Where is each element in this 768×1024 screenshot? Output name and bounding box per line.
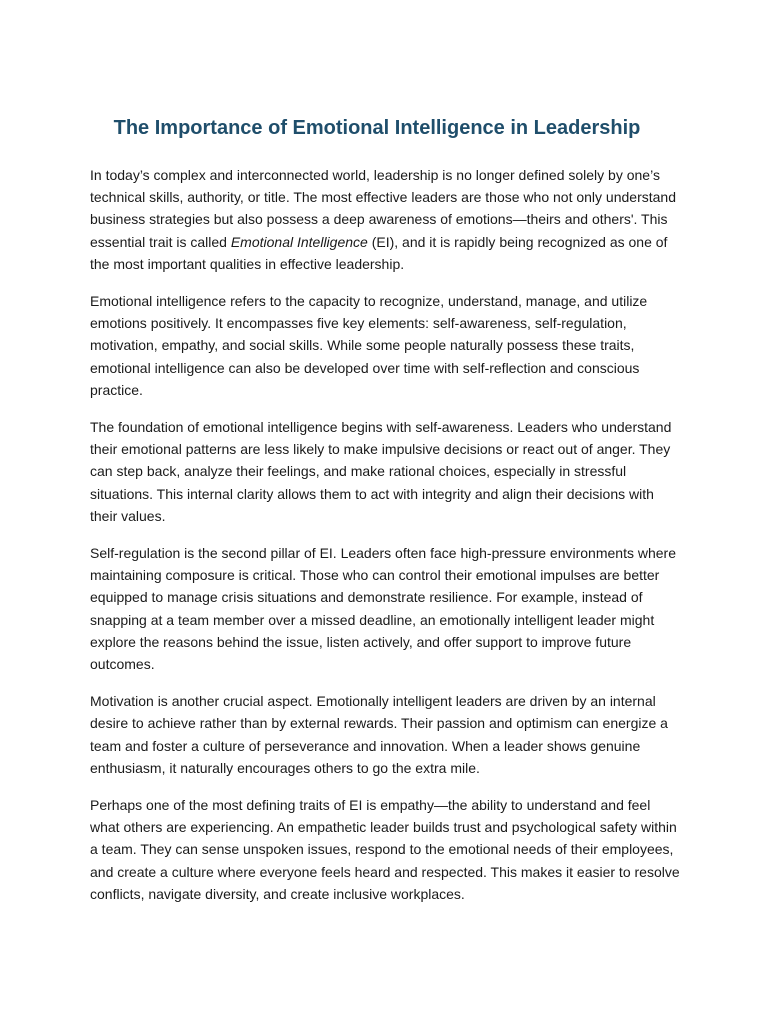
paragraph-intro-emphasis: Emotional Intelligence	[230, 233, 368, 250]
paragraph-self-awareness: The foundation of emotional intelligence begins with self-awareness. Leaders who understand their emotional patterns are less likely to make impulsive decisions or react out of anger. They can step back, analyze their feelings, and make rational choices, especially in stressful situations. This internal clarity allows them to act with integrity and align their decisions with their values.	[90, 419, 672, 524]
paragraph-definition: Emotional intelligence refers to the capacity to recognize, understand, manage, and utilize emotions positively. It encompasses five key elements: self-awareness, self-regulation, motivation, empathy, and social skills. While some people naturally possess these traits, emotional intelligence can also be developed over time with self-reflection and conscious practice.	[90, 293, 648, 398]
paragraph-intro	[90, 164, 680, 275]
paragraph-motivation: Motivation is another crucial aspect. Emotionally intelligent leaders are driven by an internal desire to achieve rather than by external rewards. Their passion and optimism can energize a team and foster a culture of perseverance and innovation. When a leader shows genuine enthusiasm, it naturally encourages others to go the extra mile.	[90, 693, 668, 776]
paragraph-intro-text-before: In today’s complex and interconnected world, leadership is no longer defined solely by one’s technical skills, authority, or title. The most effective leaders are those who not only understand business strategies but also possess a deep awareness of emotions—theirs and others'. This essential trait is called	[90, 167, 676, 250]
document-title: The Importance of Emotional Intelligence in Leadership	[113, 117, 641, 139]
document-body	[90, 164, 680, 920]
paragraph-intro-text-after: (EI), and it is rapidly being recognized as one of the most important qualities in effective leadership.	[90, 233, 668, 272]
paragraph-empathy: Perhaps one of the most defining traits of EI is empathy—the ability to understand and feel what others are experiencing. An empathetic leader builds trust and psychological safety within a team. They can sense unspoken issues, respond to the emotional needs of their employees, and create a culture where everyone feels heard and respected. This makes it easier to resolve conflicts, navigate diversity, and create inclusive workplaces.	[90, 797, 680, 902]
paragraph-self-regulation: Self-regulation is the second pillar of EI. Leaders often face high-pressure environments where maintaining composure is critical. Those who can control their emotional impulses are better equipped to manage crisis situations and demonstrate resilience. For example, instead of snapping at a team member over a missed deadline, an emotionally intelligent leader might explore the reasons behind the issue, listen actively, and offer support to improve future outcomes.	[90, 545, 676, 673]
